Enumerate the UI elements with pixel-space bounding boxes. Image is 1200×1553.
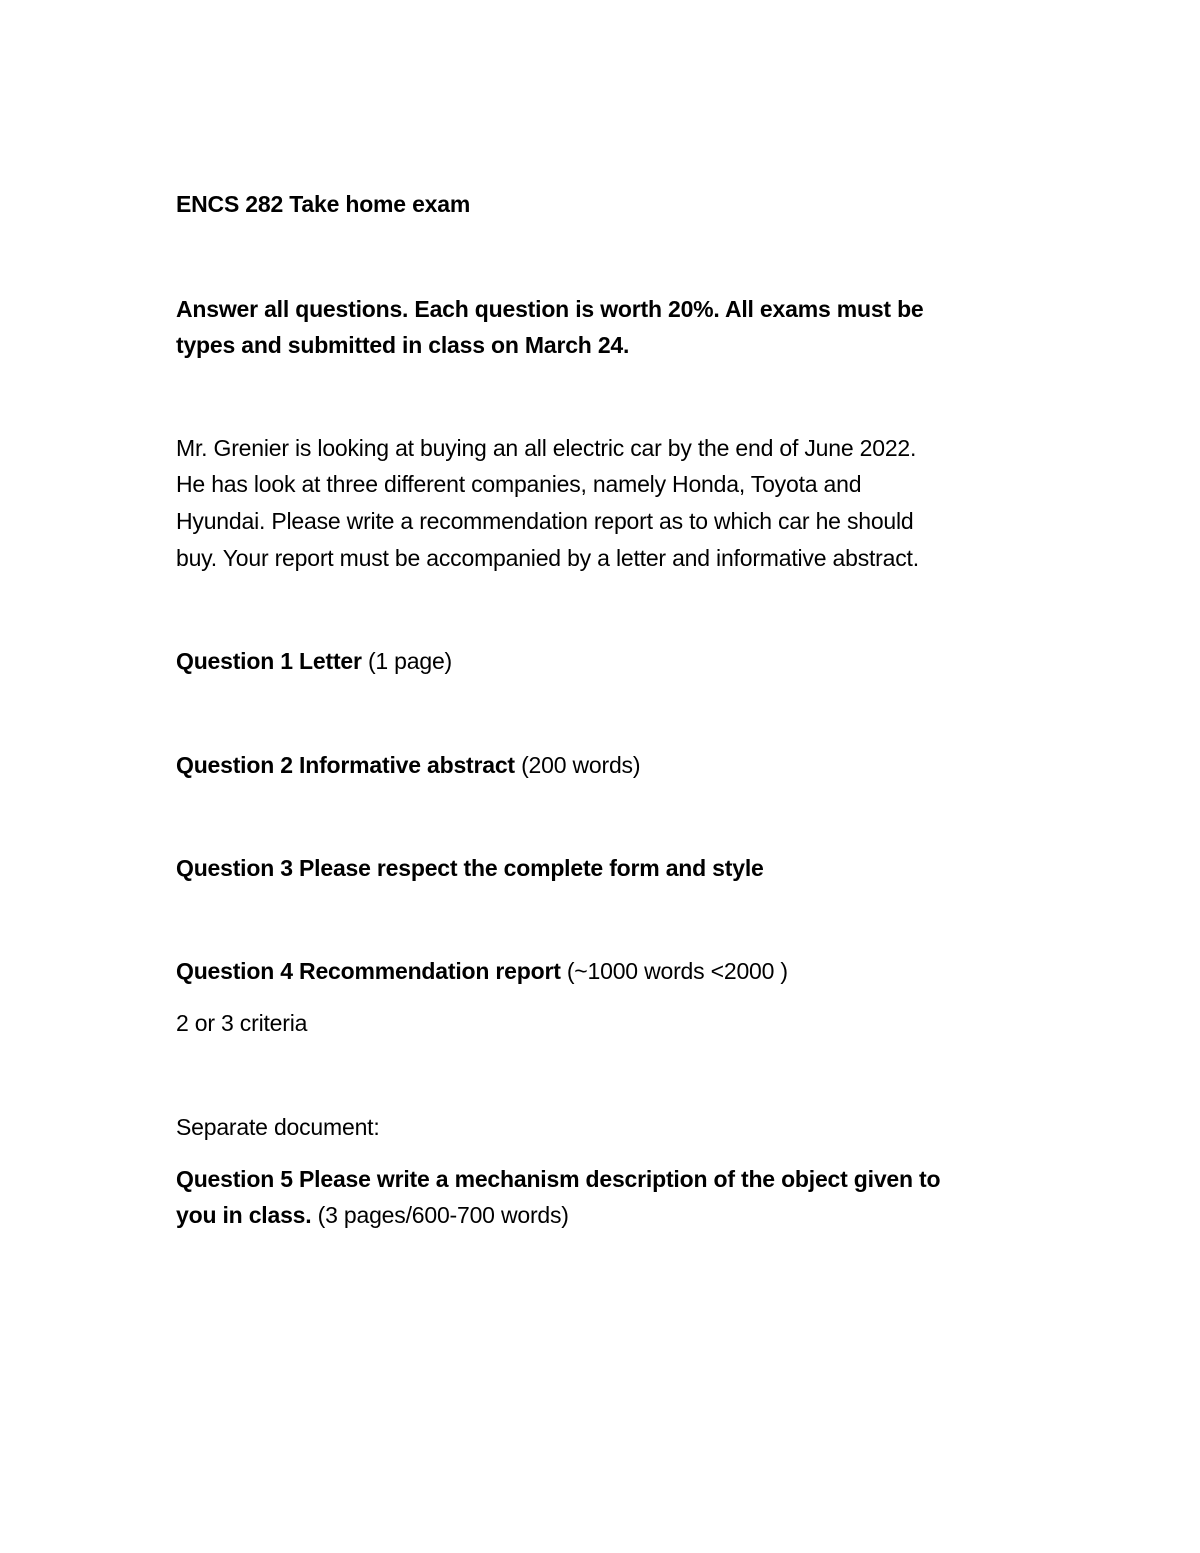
scenario-line-4: buy. Your report must be accompanied by a letter and informative abstract. — [176, 545, 919, 571]
question-4-label: Question 4 Recommendation report — [176, 958, 561, 984]
question-3 — [176, 854, 764, 882]
scenario-line-3: Hyundai. Please write a recommendation report as to which car he should — [176, 508, 914, 534]
scenario-line-1: Mr. Grenier is looking at buying an all electric car by the end of June 2022. — [176, 435, 917, 461]
question-1-label: Question 1 Letter — [176, 648, 362, 674]
question-1-detail: (1 page) — [361, 648, 453, 674]
question-5-line-1: Question 5 Please write a mechanism description of the object given to — [176, 1166, 941, 1192]
question-2 — [176, 751, 640, 779]
question-2-label: Question 2 Informative abstract — [176, 752, 515, 778]
question-5-detail: (3 pages/600-700 words) — [311, 1202, 569, 1228]
instructions-line-1: Answer all questions. Each question is worth 20%. All exams must be — [176, 296, 924, 322]
question-5-line-2 — [176, 1201, 569, 1229]
scenario-line-2: He has look at three different companies, namely Honda, Toyota and — [176, 471, 862, 497]
instructions-line-2: types and submitted in class on March 24. — [176, 332, 630, 358]
separate-document-label: Separate document: — [176, 1114, 380, 1140]
document-title: ENCS 282 Take home exam — [176, 191, 471, 217]
question-2-detail: (200 words) — [514, 752, 641, 778]
criteria-note: 2 or 3 criteria — [176, 1010, 308, 1036]
question-4 — [176, 957, 788, 985]
question-3-label: Question 3 Please respect the complete form and style — [176, 855, 764, 881]
question-1 — [176, 647, 452, 675]
question-4-detail: (~1000 words <2000 ) — [560, 958, 788, 984]
question-5-label-end: you in class. — [176, 1202, 312, 1228]
